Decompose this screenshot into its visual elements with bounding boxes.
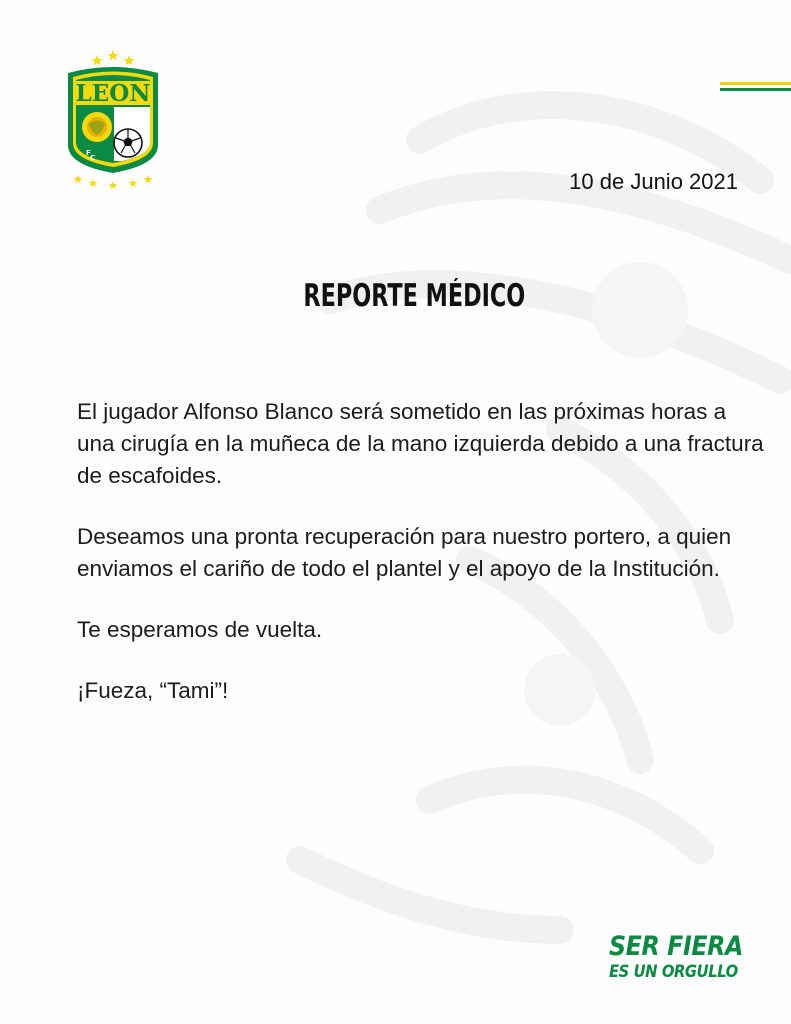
crest-text: LEON [75,80,151,107]
club-slogan [609,932,759,982]
accent-stripe-yellow [720,82,791,85]
document-title: REPORTE MÉDICO [303,278,526,314]
slogan-line-1: SER FIERA [609,931,743,962]
crest-stars-bottom-icon [74,175,153,189]
lion-head-icon [82,112,112,142]
svg-text:F: F [86,149,91,157]
slogan-line-2: ES UN ORGULLO [609,962,738,982]
svg-text:C: C [90,154,96,162]
soccer-ball-icon [114,129,142,157]
document-date: 10 de Junio 2021 [569,169,738,194]
document-body [77,396,767,736]
accent-stripes [720,82,791,100]
body-paragraph: El jugador Alfonso Blanco será sometido en las próximas horas a una cirugía en la muñeca de la mano izquierda debido a una fractura de escafoides. [77,399,764,488]
body-paragraph: Deseamos una pronta recuperación para nuestro portero, a quien enviamos el cariño de todo el plantel y el apoyo de la Institución. [77,524,732,581]
club-leon-crest-icon [62,47,164,189]
crest-stars-top-icon [92,50,135,65]
body-paragraph: ¡Fueza, “Tami”! [77,678,229,703]
accent-stripe-green [720,88,791,91]
body-paragraph: Te esperamos de vuelta. [77,617,323,642]
